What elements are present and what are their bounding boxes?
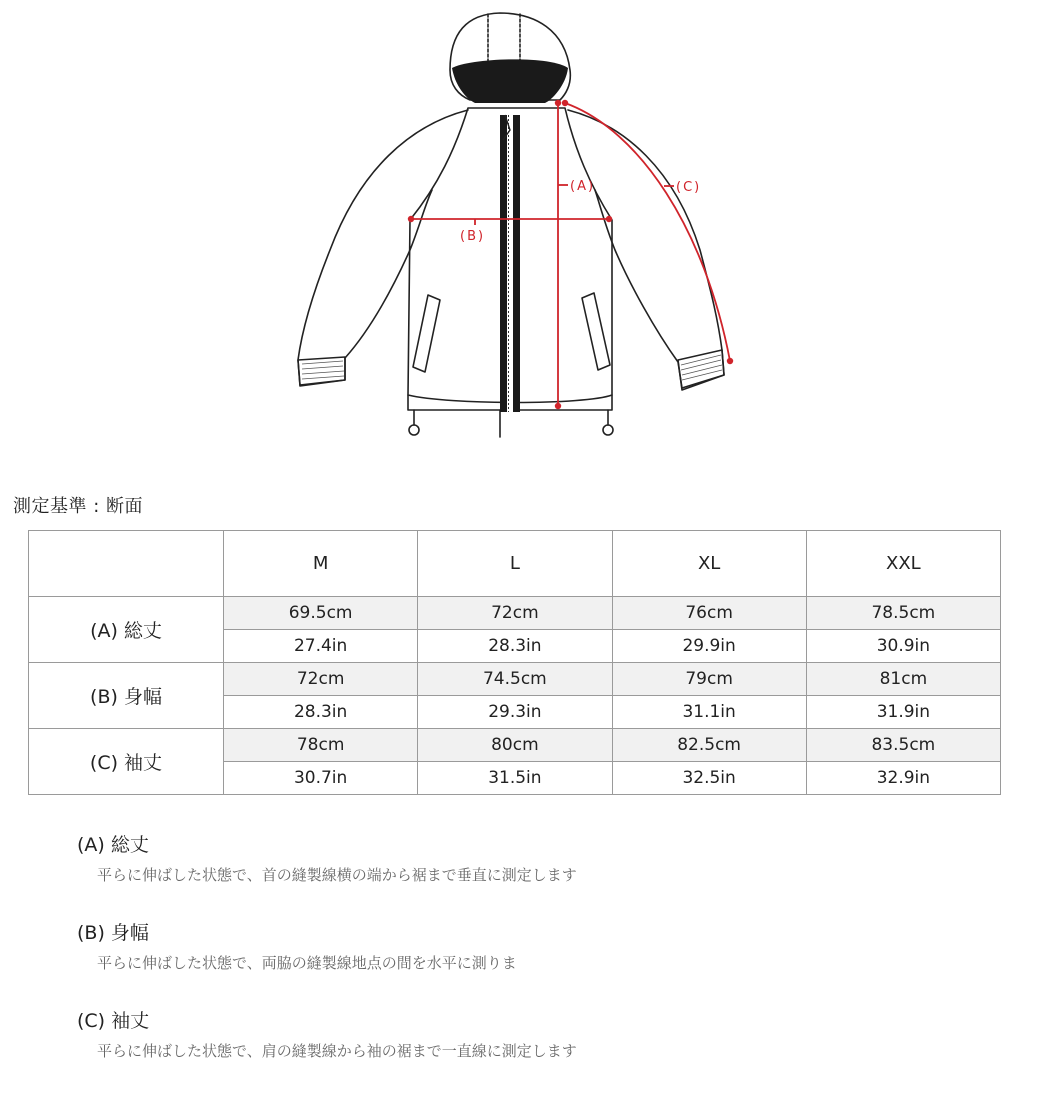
note-description: 平らに伸ばした状態で、首の縫製線横の端から裾まで垂直に測定します <box>97 866 577 884</box>
measure-cell: 79cm <box>612 663 806 696</box>
header-size: XXL <box>806 531 1000 597</box>
row-label: (A) 総丈 <box>29 597 224 663</box>
note-title: (C) 袖丈 <box>77 1010 150 1032</box>
measure-cell: 81cm <box>806 663 1000 696</box>
header-empty <box>29 531 224 597</box>
measure-cell: 78cm <box>224 729 418 762</box>
table-row <box>29 663 1001 696</box>
measure-cell: 69.5cm <box>224 597 418 630</box>
measure-cell: 31.1in <box>612 696 806 729</box>
header-size: M <box>224 531 418 597</box>
label-b: (B) <box>460 229 486 244</box>
label-a: (A) <box>570 179 596 194</box>
left-sleeve <box>298 110 468 385</box>
right-sleeve <box>568 110 724 388</box>
note-total-length <box>77 832 997 920</box>
measure-cell: 82.5cm <box>612 729 806 762</box>
measure-cell: 74.5cm <box>418 663 612 696</box>
note-title: (B) 身幅 <box>77 922 149 944</box>
label-c: (C) <box>676 180 702 195</box>
note-description: 平らに伸ばした状態で、肩の縫製線から袖の裾まで一直線に測定します <box>97 1042 577 1060</box>
measure-cell: 29.3in <box>418 696 612 729</box>
measure-cell: 31.9in <box>806 696 1000 729</box>
measure-cell: 31.5in <box>418 762 612 795</box>
header-size: XL <box>612 531 806 597</box>
measure-cell: 32.5in <box>612 762 806 795</box>
table-row <box>29 729 1001 762</box>
note-description: 平らに伸ばした状態で、両脇の縫製線地点の間を水平に測りま <box>97 954 517 972</box>
size-header-row <box>29 531 1001 597</box>
note-sleeve-length <box>77 1008 997 1096</box>
measure-cell: 30.7in <box>224 762 418 795</box>
measure-cell: 27.4in <box>224 630 418 663</box>
measure-cell: 32.9in <box>806 762 1000 795</box>
measure-cell: 72cm <box>224 663 418 696</box>
row-label: (B) 身幅 <box>29 663 224 729</box>
measure-cell: 76cm <box>612 597 806 630</box>
row-label: (C) 袖丈 <box>29 729 224 795</box>
measure-cell: 28.3in <box>418 630 612 663</box>
measurement-notes <box>77 832 997 1096</box>
measure-cell: 80cm <box>418 729 612 762</box>
measure-cell: 83.5cm <box>806 729 1000 762</box>
table-row <box>29 597 1001 630</box>
measure-cell: 29.9in <box>612 630 806 663</box>
measure-cell: 30.9in <box>806 630 1000 663</box>
measure-cell: 28.3in <box>224 696 418 729</box>
measurement-basis: 測定基準 : 断面 <box>13 496 144 517</box>
size-table <box>28 530 1001 795</box>
measure-cell: 72cm <box>418 597 612 630</box>
header-size: L <box>418 531 612 597</box>
note-title: (A) 総丈 <box>77 834 149 856</box>
note-body-width <box>77 920 997 1008</box>
measure-cell: 78.5cm <box>806 597 1000 630</box>
jacket-diagram <box>290 8 750 453</box>
